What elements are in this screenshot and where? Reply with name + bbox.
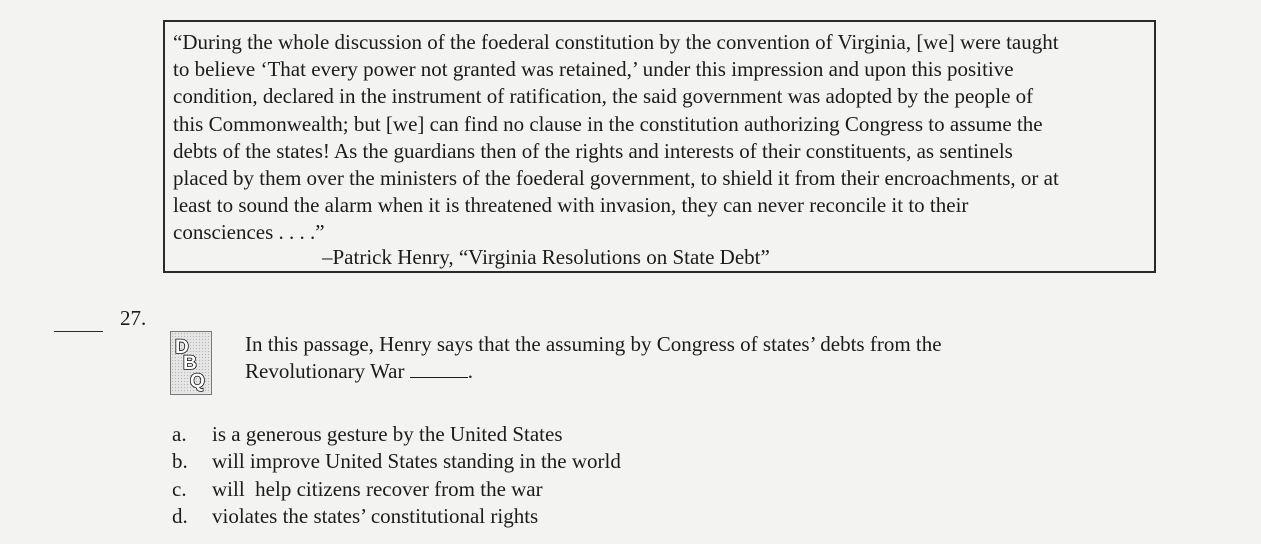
quote-line: consciences . . . .” xyxy=(173,220,325,245)
option-text: is a generous gesture by the United States xyxy=(212,422,563,446)
question-stem xyxy=(245,331,942,385)
question-stem-line xyxy=(245,358,942,385)
answer-options xyxy=(172,421,621,530)
quote-line: least to sound the alarm when it is threatened with invasion, they can never reconcile it to their xyxy=(173,193,969,218)
option-letter: c. xyxy=(172,476,187,501)
option-text: will improve United States standing in the world xyxy=(212,449,621,474)
option-text: violates the states’ constitutional rights xyxy=(212,503,539,528)
option-a[interactable] xyxy=(172,421,621,448)
fill-in-blank xyxy=(410,359,468,378)
answer-blank[interactable] xyxy=(54,331,103,332)
option-d[interactable] xyxy=(172,503,621,530)
dbq-letter-b: B xyxy=(183,353,197,374)
quote-line: to believe ‘That every power not granted was retained,’ under this impression and upon this positive xyxy=(173,57,1014,82)
quote-line: debts of the states! As the guardians then of the rights and interests of their constituents, as sentinels xyxy=(173,138,1013,163)
question-stem-period: . xyxy=(467,359,473,383)
quote-line: “During the whole discussion of the foederal constitution by the convention of Virginia, [we] were taught xyxy=(173,30,1059,54)
quote-box xyxy=(163,20,1156,273)
option-c[interactable] xyxy=(172,476,621,503)
quote-line: placed by them over the ministers of the foederal government, to shield it from their encroachments, or at xyxy=(173,166,1059,191)
option-text: will help citizens recover from the war xyxy=(212,476,543,501)
quote-line: this Commonwealth; but [we] can find no clause in the constitution authorizing Congress to assume the xyxy=(173,111,1043,136)
option-letter: d. xyxy=(172,503,188,528)
option-letter: a. xyxy=(172,422,187,446)
dbq-letter-d: D xyxy=(175,337,189,358)
question-number: 27. xyxy=(120,306,147,330)
option-b[interactable] xyxy=(172,448,621,475)
dbq-letter-q: Q xyxy=(190,371,205,392)
dbq-icon xyxy=(170,331,212,395)
quote-attribution: –Patrick Henry, “Virginia Resolutions on State Debt” xyxy=(322,245,770,269)
quote-line: condition, declared in the instrument of ratification, the said government was adopted by the people of xyxy=(173,84,1034,109)
question-stem-line: In this passage, Henry says that the assuming by Congress of states’ debts from the xyxy=(245,332,942,356)
question-stem-text: Revolutionary War xyxy=(245,359,410,383)
option-letter: b. xyxy=(172,449,188,474)
